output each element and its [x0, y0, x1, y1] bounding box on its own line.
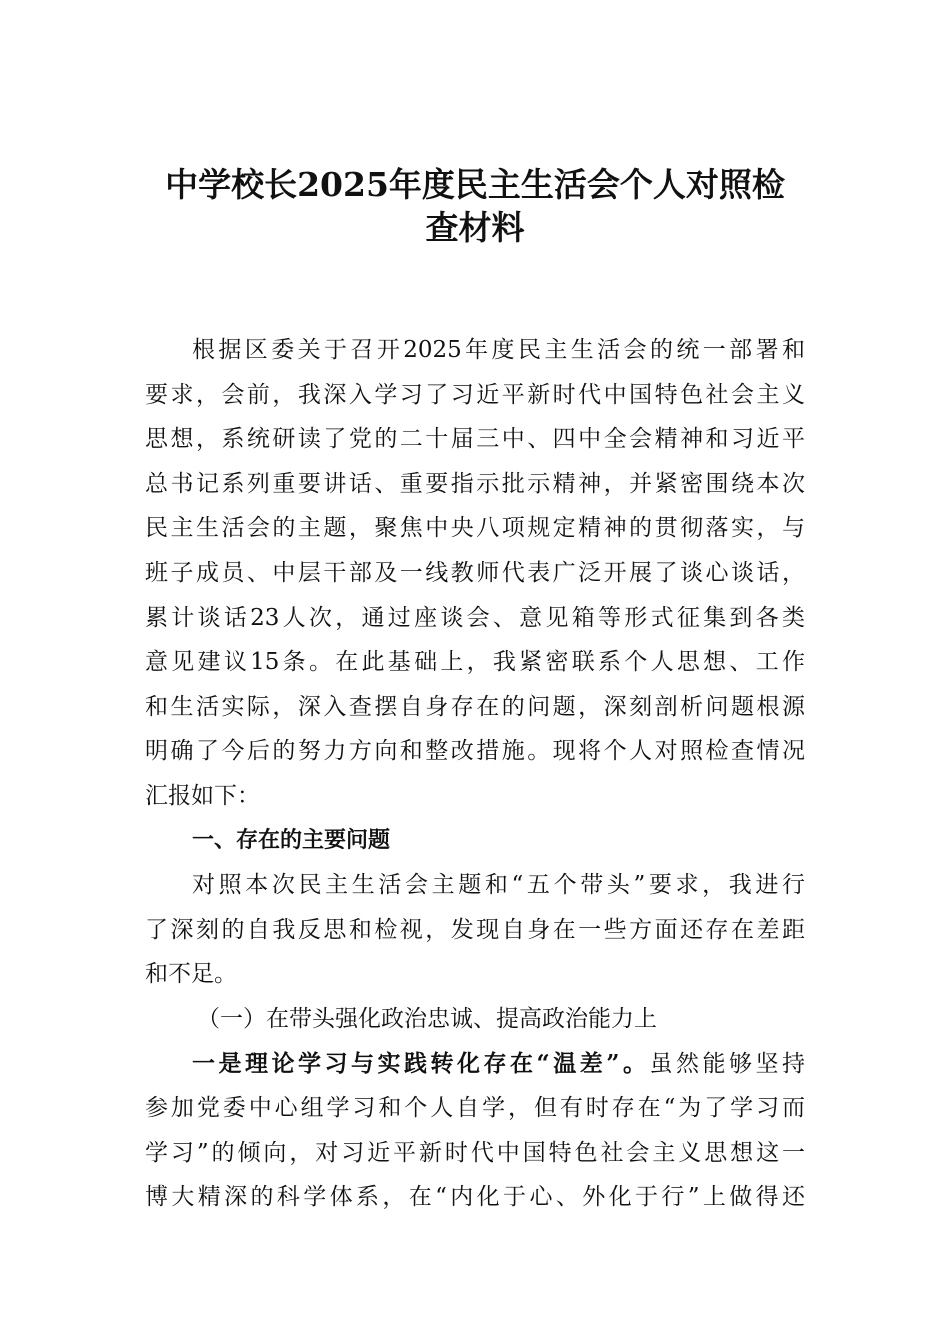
point-line: 学习”的倾向，对习近平新时代中国特色社会主义思想这一: [145, 1139, 805, 1166]
point-text: 虽然能够坚持: [649, 1050, 805, 1077]
intro-line: 民主生活会的主题，聚焦中央八项规定精神的贯彻落实，与: [145, 515, 805, 542]
intro-line: 汇报如下：: [145, 782, 260, 809]
point-line: 博大精深的科学体系，在“内化于心、外化于行”上做得还: [145, 1184, 805, 1211]
intro-line: 总书记系列重要讲话、重要指示批示精神，并紧密围绕本次: [145, 470, 805, 497]
intro-line: 思想，系统研读了党的二十届三中、四中全会精神和习近平: [145, 426, 805, 453]
section-line: 和不足。: [145, 961, 237, 988]
point-line: [145, 1042, 805, 1087]
intro-line: 和生活实际，深入查摆自身存在的问题，深刻剖析问题根源: [145, 693, 805, 720]
section-heading: 一、存在的主要问题: [192, 827, 391, 853]
section-line: 对照本次民主生活会主题和“五个带头”要求，我进行: [192, 872, 805, 899]
intro-line: 累计谈话23人次，通过座谈会、意见箱等形式征集到各类: [145, 604, 805, 631]
subsection-heading: （一）在带头强化政治忠诚、提高政治能力上: [197, 1005, 657, 1032]
intro-line: 班子成员、中层干部及一线教师代表广泛开展了谈心谈话，: [145, 559, 805, 586]
intro-line: 明确了今后的努力方向和整改措施。现将个人对照检查情况: [145, 738, 805, 765]
intro-line: 意见建议15条。在此基础上，我紧密联系个人思想、工作: [145, 649, 805, 676]
point-line: 参加党委中心组学习和个人自学，但有时存在“为了学习而: [145, 1095, 805, 1122]
document-title-line-2: 查材料: [425, 208, 525, 247]
document-body: [145, 328, 805, 1220]
intro-line: 根据区委关于召开2025年度民主生活会的统一部署和: [192, 337, 805, 363]
point-lead: 一是理论学习与实践转化存在“温差”。: [192, 1049, 650, 1077]
intro-line: 要求，会前，我深入学习了习近平新时代中国特色社会主义: [145, 381, 805, 408]
document-title-line-1: 中学校长2025年度民主生活会个人对照检: [165, 165, 785, 204]
section-line: 了深刻的自我反思和检视，发现自身在一些方面还存在差距: [145, 916, 805, 943]
